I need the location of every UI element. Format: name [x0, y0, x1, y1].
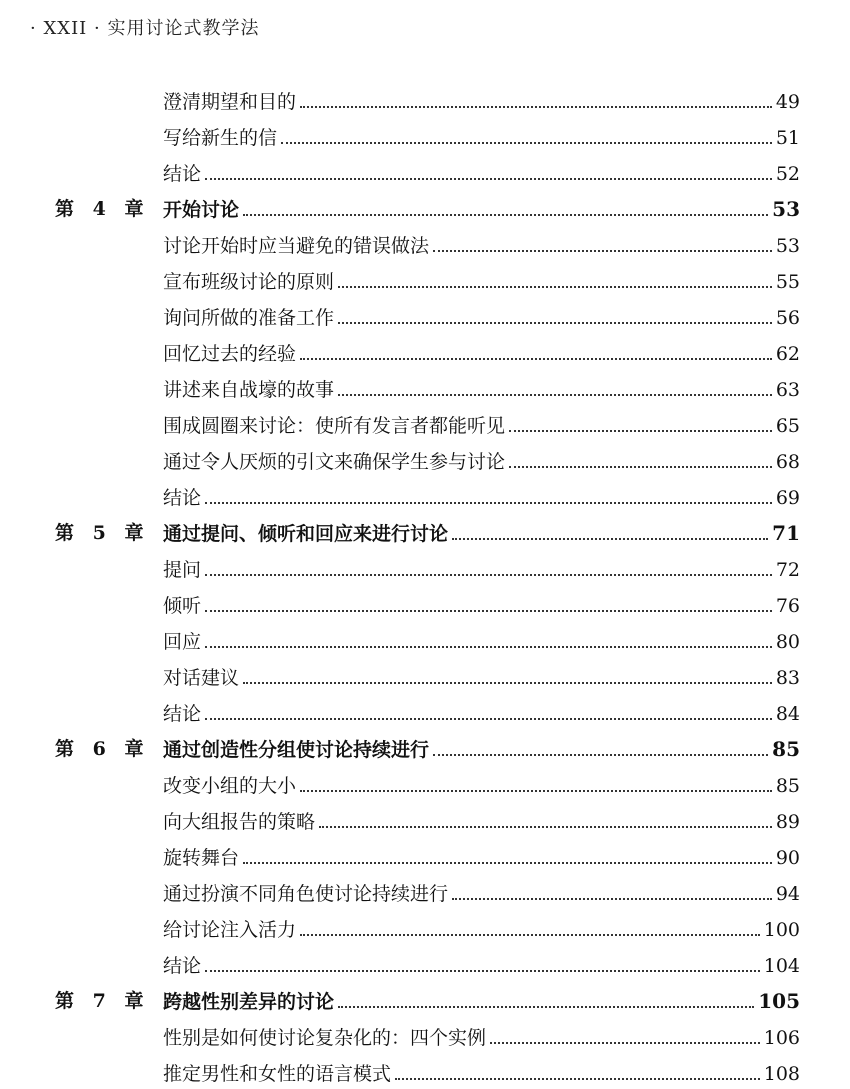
table-of-contents — [0, 81, 850, 1089]
toc-entry — [163, 267, 800, 294]
dot-leader — [205, 501, 772, 504]
section-title: 旋转舞台 — [163, 847, 240, 869]
toc-section-row — [0, 693, 850, 729]
page-number: 85 — [775, 775, 800, 797]
section-title: 结论 — [163, 163, 202, 185]
toc-entry — [163, 771, 800, 798]
dot-leader — [300, 789, 772, 792]
page-number: 53 — [775, 235, 800, 257]
toc-entry — [163, 303, 800, 330]
section-title: 讲述来自战壕的故事 — [163, 379, 335, 401]
page-number: 80 — [775, 631, 800, 653]
dot-leader — [433, 753, 768, 756]
toc-section-row — [0, 1017, 850, 1053]
dot-leader — [452, 537, 768, 540]
dot-leader — [205, 969, 760, 972]
toc-entry — [163, 123, 800, 150]
dot-leader — [490, 1041, 760, 1044]
page-number: 68 — [775, 451, 800, 473]
toc-entry — [163, 483, 800, 510]
toc-section-row — [0, 837, 850, 873]
toc-entry — [163, 879, 800, 906]
chapter-title: 开始讨论 — [163, 199, 240, 221]
section-title: 给讨论注入活力 — [163, 919, 297, 941]
dot-leader — [205, 609, 772, 612]
toc-section-row — [0, 801, 850, 837]
section-title: 推定男性和女性的语言模式 — [163, 1063, 392, 1085]
section-title: 性别是如何使讨论复杂化的：四个实例 — [163, 1027, 487, 1049]
dot-leader — [243, 861, 772, 864]
toc-entry — [163, 699, 800, 726]
dot-leader — [338, 285, 772, 288]
page-number: 104 — [763, 955, 800, 977]
section-title: 宣布班级讨论的原则 — [163, 271, 335, 293]
toc-entry — [163, 447, 800, 474]
dot-leader — [300, 933, 760, 936]
page-number: 100 — [763, 919, 800, 941]
page-number: 56 — [775, 307, 800, 329]
toc-section-row — [0, 549, 850, 585]
dot-leader — [338, 393, 772, 396]
dot-leader — [243, 213, 768, 216]
toc-section-row — [0, 369, 850, 405]
dot-leader — [338, 1005, 754, 1008]
toc-entry — [163, 915, 800, 942]
section-title: 结论 — [163, 703, 202, 725]
section-title: 回应 — [163, 631, 202, 653]
chapter-title: 通过创造性分组使讨论持续进行 — [163, 739, 430, 761]
page-number: 72 — [775, 559, 800, 581]
toc-entry — [163, 663, 800, 690]
section-title: 通过扮演不同角色使讨论持续进行 — [163, 883, 449, 905]
dot-leader — [319, 825, 772, 828]
page-number: 52 — [775, 163, 800, 185]
chapter-title: 跨越性别差异的讨论 — [163, 991, 335, 1013]
toc-section-row — [0, 261, 850, 297]
page-number: 49 — [775, 91, 800, 113]
toc-entry — [163, 339, 800, 366]
section-title: 围成圆圈来讨论：使所有发言者都能听见 — [163, 415, 506, 437]
dot-leader — [452, 897, 772, 900]
page-number: 65 — [775, 415, 800, 437]
toc-section-row — [0, 441, 850, 477]
toc-entry — [163, 1023, 800, 1050]
toc-entry — [163, 519, 800, 546]
running-head: · XXII · 实用讨论式教学法 — [30, 18, 260, 39]
page-number: 76 — [775, 595, 800, 617]
page-number: 62 — [775, 343, 800, 365]
section-title: 讨论开始时应当避免的错误做法 — [163, 235, 430, 257]
toc-section-row — [0, 117, 850, 153]
page-number: 94 — [775, 883, 800, 905]
page-number: 71 — [772, 521, 800, 545]
toc-section-row — [0, 945, 850, 981]
dot-leader — [395, 1077, 760, 1080]
toc-entry — [163, 627, 800, 654]
toc-section-row — [0, 621, 850, 657]
toc-entry — [163, 591, 800, 618]
toc-section-row — [0, 405, 850, 441]
page-number: 85 — [772, 737, 800, 761]
toc-entry — [163, 195, 800, 222]
dot-leader — [281, 141, 772, 144]
page-number: 106 — [763, 1027, 800, 1049]
dot-leader — [205, 645, 772, 648]
page-number: 55 — [775, 271, 800, 293]
page-number: 89 — [775, 811, 800, 833]
toc-section-row — [0, 477, 850, 513]
section-title: 改变小组的大小 — [163, 775, 297, 797]
section-title: 回忆过去的经验 — [163, 343, 297, 365]
toc-entry — [163, 735, 800, 762]
toc-section-row — [0, 765, 850, 801]
section-title: 向大组报告的策略 — [163, 811, 316, 833]
toc-chapter-row — [0, 189, 850, 225]
dot-leader — [509, 465, 772, 468]
toc-section-row — [0, 333, 850, 369]
toc-entry — [163, 87, 800, 114]
dot-leader — [300, 357, 772, 360]
dot-leader — [205, 573, 772, 576]
page-number: 108 — [763, 1063, 800, 1085]
toc-section-row — [0, 657, 850, 693]
chapter-title: 通过提问、倾听和回应来进行讨论 — [163, 523, 449, 545]
dot-leader — [205, 177, 772, 180]
toc-chapter-row — [0, 981, 850, 1017]
toc-entry — [163, 807, 800, 834]
dot-leader — [338, 321, 772, 324]
toc-entry — [163, 375, 800, 402]
toc-entry — [163, 159, 800, 186]
dot-leader — [300, 105, 772, 108]
toc-section-row — [0, 81, 850, 117]
section-title: 询问所做的准备工作 — [163, 307, 335, 329]
dot-leader — [509, 429, 772, 432]
section-title: 提问 — [163, 559, 202, 581]
toc-chapter-row — [0, 729, 850, 765]
section-title: 通过令人厌烦的引文来确保学生参与讨论 — [163, 451, 506, 473]
section-title: 写给新生的信 — [163, 127, 278, 149]
toc-section-row — [0, 225, 850, 261]
toc-entry — [163, 987, 800, 1014]
page-number: 84 — [775, 703, 800, 725]
dot-leader — [433, 249, 772, 252]
section-title: 对话建议 — [163, 667, 240, 689]
dot-leader — [205, 717, 772, 720]
page-number: 69 — [775, 487, 800, 509]
toc-section-row — [0, 873, 850, 909]
toc-entry — [163, 231, 800, 258]
chapter-number: 第 6 章 — [55, 738, 150, 760]
toc-entry — [163, 555, 800, 582]
toc-section-row — [0, 297, 850, 333]
toc-section-row — [0, 909, 850, 945]
page-number: 83 — [775, 667, 800, 689]
page-number: 63 — [775, 379, 800, 401]
dot-leader — [243, 681, 772, 684]
page-number: 105 — [758, 989, 800, 1013]
toc-entry — [163, 951, 800, 978]
toc-entry — [163, 411, 800, 438]
chapter-number: 第 7 章 — [55, 990, 150, 1012]
page-number: 90 — [775, 847, 800, 869]
toc-section-row — [0, 153, 850, 189]
section-title: 澄清期望和目的 — [163, 91, 297, 113]
toc-entry — [163, 1059, 800, 1086]
page-number: 53 — [772, 197, 800, 221]
section-title: 结论 — [163, 955, 202, 977]
chapter-number: 第 4 章 — [55, 198, 150, 220]
section-title: 倾听 — [163, 595, 202, 617]
section-title: 结论 — [163, 487, 202, 509]
toc-section-row — [0, 1053, 850, 1089]
page-number: 51 — [775, 127, 800, 149]
toc-chapter-row — [0, 513, 850, 549]
chapter-number: 第 5 章 — [55, 522, 150, 544]
toc-entry — [163, 843, 800, 870]
toc-section-row — [0, 585, 850, 621]
